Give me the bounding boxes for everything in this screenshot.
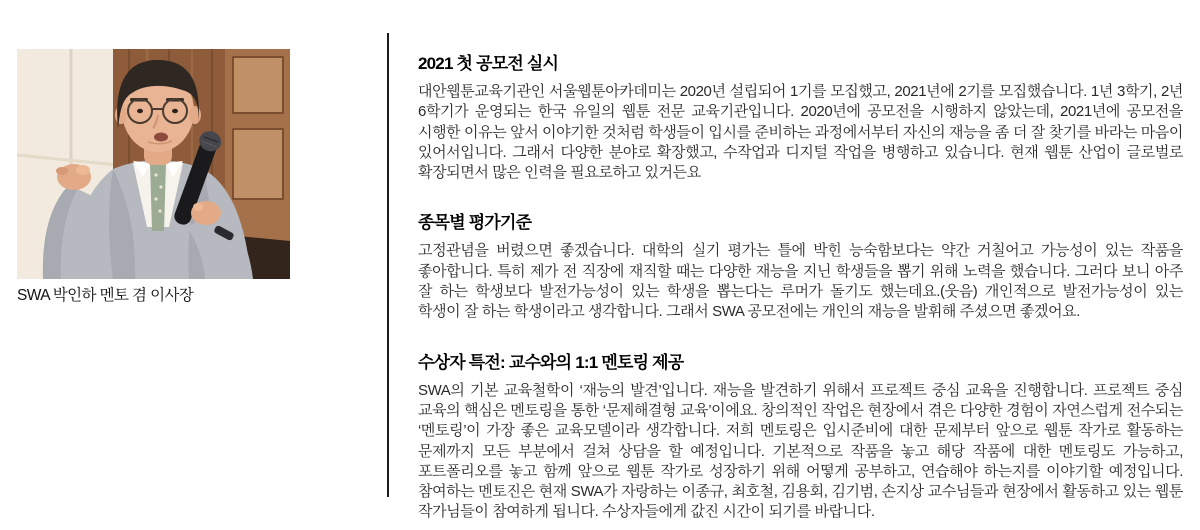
person-photo-illustration (17, 49, 290, 279)
content-divider (387, 33, 389, 497)
interview-photo (17, 49, 290, 279)
section-heading: 종목별 평가기준 (418, 213, 532, 233)
section-heading: 수상자 특전: 교수와의 1:1 멘토링 제공 (418, 352, 684, 372)
section-body: 대안웹툰교육기관인 서울웹툰아카데미는 2020년 설립되어 1기를 모집했고, 2021년에 2기를 모집했습니다. 1년 3학기, 2년 6학기가 운영되는 한국 유일의 웹툰 전문 교육기관입니다. 2020년에 공모전을 시행하지 않았는데, 2021년에 공모전을 시행한 이유는 앞서 이야기한 것처럼 학생들이 입시를 준비하는 과정에서부터 자신의 재능을 좀 더 잘 찾기를 바라는 마음이 있어서입니다. 그래서 다양한 분야로 확장했고, 수작업과 디지털 작업을 병행하고 있습니다. 현재 웹툰 산업이 글로벌로 확장되면서 많은 인력을 필요로하고 있거든요 (418, 83, 1183, 182)
section-body: 고정관념을 버렸으면 좋겠습니다. 대학의 실기 평가는 틀에 박힌 능숙함보다는 약간 거칠어고 가능성이 있는 작품을 좋아합니다. 특히 제가 전 직장에 재직할 때는 다양한 재능을 지닌 학생들을 뽑기 위해 노력을 했습니다. 그러다 보니 아주 잘 하는 학생보다 발전가능성이 있는 학생을 뽑는다는 루머가 돌기도 했는데요.(웃음) 개인적으로 발전가능성이 있는 학생이 잘 하는 학생이라고 생각합니다. 그래서 SWA 공모전에는 개인의 재능을 발휘해 주셨으면 좋겠어요. (418, 242, 1183, 321)
photo-figure (17, 49, 290, 305)
section-heading: 2021 첫 공모전 실시 (418, 54, 559, 73)
section-body: SWA의 기본 교육철학이 ‘재능의 발견’입니다. 재능을 발견하기 위해서 프로젝트 중심 교육을 진행합니다. 프로젝트 중심 교육의 핵심은 멘토링을 통한 ‘문제해결형 교육’이에요. 창의적인 작업은 현장에서 겪은 다양한 경험이 자연스럽게 전수되는 ‘멘토링’이 가장 좋은 교육모델이라 생각합니다. 저희 멘토링은 입시준비에 대한 문제부터 앞으로 웹툰 작가로 활동하는 문제까지 모든 부분에서 걸쳐 상담을 할 예정입니다. 기본적으로 작품을 놓고 해당 작품에 대한 멘토링도 가능하고, 포트폴리오를 놓고 함께 앞으로 웹툰 작가로 성장하기 위해 어떻게 공부하고, 연습해야 하는지를 이야기할 예정입니다. 참여하는 멘토진은 현재 SWA가 자랑하는 이종규, 최호철, 김용회, 김기범, 손지상 교수님들과 현장에서 활동하고 있는 웹툰 작가님들이 참여하게 됩니다. 수상자들에게 값진 시간이 되기를 바랍니다. (418, 381, 1183, 521)
article-column (418, 53, 1183, 523)
section-winner-benefits (418, 352, 1183, 523)
section-evaluation-criteria (418, 212, 1183, 322)
photo-caption: SWA 박인하 멘토 겸 이사장 (17, 287, 194, 304)
section-first-contest (418, 53, 1183, 183)
